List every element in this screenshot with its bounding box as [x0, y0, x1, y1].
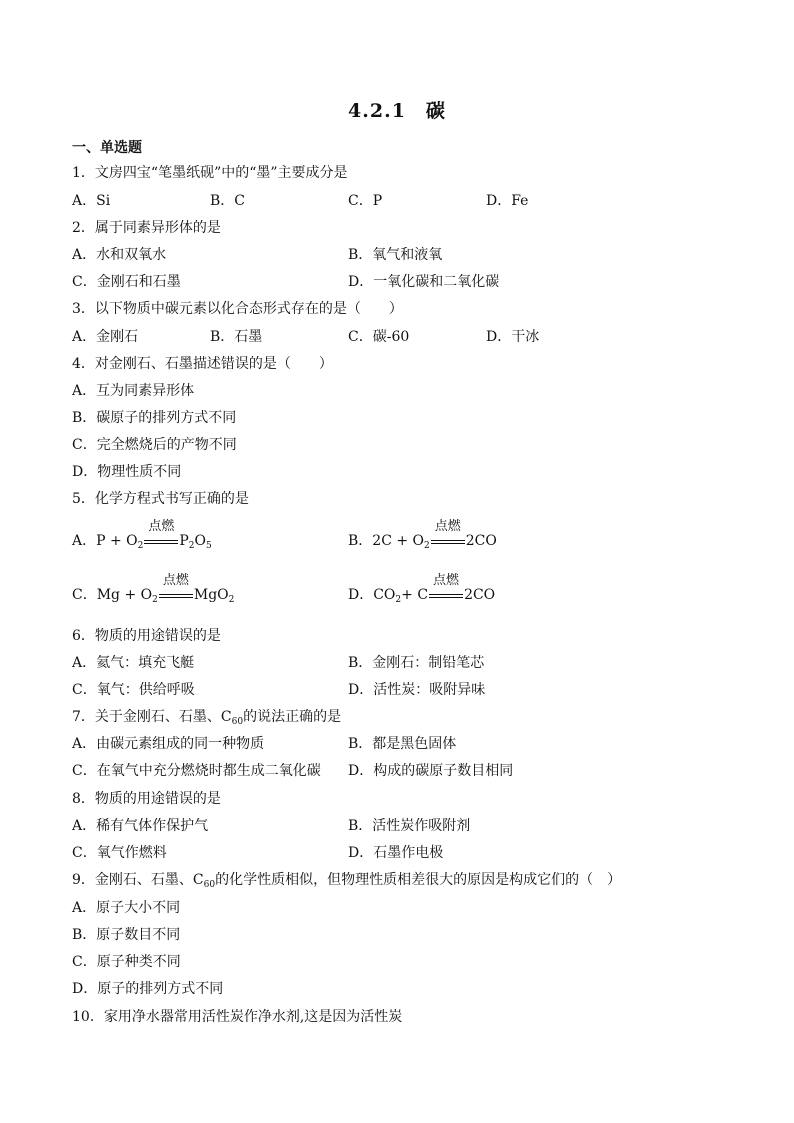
question-8-option-b: B．活性炭作吸附剂 — [348, 818, 471, 834]
question-3-stem: 3．以下物质中碳元素以化合态形式存在的是（ ） — [72, 301, 403, 317]
question-3-option-c: C．碳-60 — [348, 329, 410, 345]
question-7-option-b: B．都是黑色固体 — [348, 736, 457, 752]
question-8-stem: 8．物质的用途错误的是 — [72, 791, 221, 807]
question-6-stem: 6．物质的用途错误的是 — [72, 628, 221, 644]
question-10-stem: 10．家用净水器常用活性炭作净水剂,这是因为活性炭 — [72, 1009, 403, 1025]
question-4-option-d: D．物理性质不同 — [72, 464, 182, 480]
equation-b-reactants: B．2C + O — [348, 533, 425, 549]
equation-a-product: P — [179, 533, 189, 549]
question-4-option-b: B．碳原子的排列方式不同 — [72, 410, 237, 426]
question-9-option-d: D．原子的排列方式不同 — [72, 981, 224, 997]
question-6-option-b: B．金刚石：制铅笔芯 — [348, 655, 485, 671]
equation-b-subscript: 2 — [424, 541, 430, 551]
question-6-option-d: D．活性炭：吸附异味 — [348, 682, 486, 698]
question-8-option-c: C．氧气作燃料 — [72, 845, 167, 861]
question-5-stem: 5．化学方程式书写正确的是 — [72, 491, 249, 507]
equation-a-reactants: A．P + O — [72, 533, 138, 549]
reaction-condition: 点燃 — [433, 573, 460, 588]
question-1-option-d: D．Fe — [486, 193, 529, 209]
reaction-arrow — [144, 519, 178, 551]
reaction-condition: 点燃 — [162, 573, 189, 588]
question-7-stem — [72, 707, 341, 727]
equation-b-product: 2CO — [465, 533, 497, 549]
question-9-option-a: A．原子大小不同 — [72, 900, 181, 916]
question-7-option-d: D．构成的碳原子数目相同 — [348, 763, 514, 779]
question-5-option-c — [72, 573, 235, 605]
question-9-stem-subscript: 60 — [203, 880, 216, 890]
equation-d-reactants-2: + C — [401, 587, 429, 603]
equation-a-subscript: 2 — [137, 541, 144, 551]
question-3-option-b: B．石墨 — [210, 329, 263, 345]
question-7-option-a: A．由碳元素组成的同一种物质 — [72, 736, 265, 752]
equation-a-product-mid: O — [194, 533, 207, 549]
question-2-option-a: A．水和双氧水 — [72, 247, 167, 263]
question-9-stem-text: 9．金刚石、石墨、C — [72, 872, 204, 888]
question-2-option-b: B．氧气和液氧 — [348, 247, 443, 263]
question-9-option-b: B．原子数目不同 — [72, 927, 181, 943]
question-5-option-a — [72, 519, 212, 551]
equation-d-reactants: D．CO — [348, 587, 396, 603]
question-9-stem — [72, 870, 621, 890]
equation-c-product-subscript: 2 — [228, 595, 235, 605]
question-5-option-b — [348, 519, 497, 551]
question-1-option-b: B．C — [210, 193, 245, 209]
reaction-condition: 点燃 — [434, 519, 461, 534]
question-4-option-a: A．互为同素异形体 — [72, 383, 195, 399]
reaction-arrow — [159, 573, 193, 605]
equation-d-subscript: 2 — [395, 595, 402, 605]
question-8-option-d: D．石墨作电极 — [348, 845, 444, 861]
question-2-option-d: D．一氧化碳和二氧化碳 — [348, 274, 500, 290]
question-9-stem-text-2: 的化学性质相似，但物理性质相差很大的原因是构成它们的（ ） — [215, 872, 622, 888]
equation-c-reactants: C．Mg + O — [72, 587, 153, 603]
question-9-option-c: C．原子种类不同 — [72, 954, 181, 970]
question-2-stem: 2．属于同素异形体的是 — [72, 220, 221, 236]
reaction-condition: 点燃 — [148, 519, 175, 534]
equation-a-product-subscript-2: 5 — [206, 541, 212, 551]
question-3-option-a: A．金刚石 — [72, 329, 139, 345]
equation-c-subscript: 2 — [152, 595, 158, 605]
equation-a-product-subscript-1: 2 — [188, 541, 195, 551]
equation-c-product: MgO — [193, 587, 229, 603]
reaction-arrow — [429, 573, 463, 605]
question-6-option-a: A．氦气：填充飞艇 — [72, 655, 195, 671]
question-4-stem: 4．对金刚石、石墨描述错误的是（ ） — [72, 356, 333, 372]
equation-d-product: 2CO — [464, 587, 496, 603]
question-6-option-c: C．氧气：供给呼吸 — [72, 682, 195, 698]
document-title: 4.2.1 碳 — [348, 100, 446, 122]
question-1-option-a: A．Si — [72, 193, 111, 209]
question-5-option-d — [348, 573, 496, 605]
question-8-option-a: A．稀有气体作保护气 — [72, 818, 209, 834]
question-3-option-d: D．干冰 — [486, 329, 540, 345]
question-1-stem: 1．文房四宝“笔墨纸砚”中的“墨”主要成分是 — [72, 165, 348, 181]
question-7-option-c: C．在氧气中充分燃烧时都生成二氧化碳 — [72, 763, 321, 779]
question-2-option-c: C．金刚石和石墨 — [72, 274, 181, 290]
question-7-stem-text-2: 的说法正确的是 — [243, 709, 342, 725]
question-4-option-c: C．完全燃烧后的产物不同 — [72, 437, 237, 453]
question-1-option-c: C．P — [348, 193, 383, 209]
question-7-stem-subscript: 60 — [231, 717, 244, 727]
section-heading: 一、单选题 — [72, 140, 142, 156]
question-7-stem-text: 7．关于金刚石、石墨、C — [72, 709, 232, 725]
reaction-arrow — [431, 519, 465, 551]
